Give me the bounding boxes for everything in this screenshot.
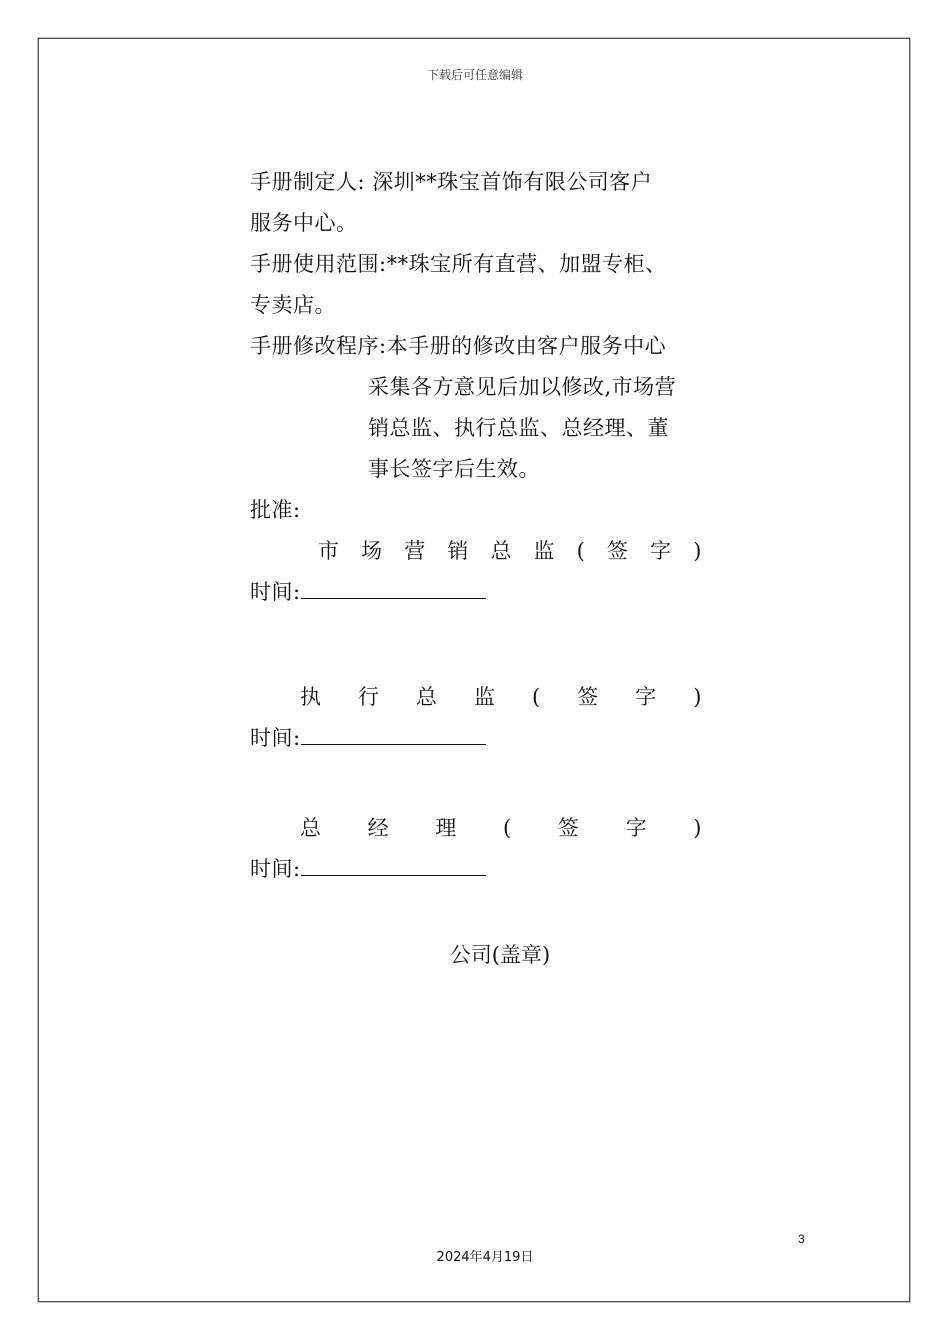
time-line-2 xyxy=(250,724,702,752)
time-line-3 xyxy=(250,855,702,883)
approve-label: 批准: xyxy=(250,498,301,522)
company-seal-label: 公司(盖章) xyxy=(449,943,551,967)
signature-marketing-director xyxy=(318,537,702,565)
sign-char: ( xyxy=(576,539,586,563)
signature-date-blank xyxy=(301,724,486,745)
sign-char: 字 xyxy=(635,685,657,709)
sign-char: ) xyxy=(693,816,702,840)
sign-char: 签 xyxy=(606,539,629,563)
sign-char: ( xyxy=(532,685,541,709)
sign-char: 执 xyxy=(300,685,322,709)
sign-char: ) xyxy=(693,685,702,709)
revision-line-4: 事长签字后生效。 xyxy=(368,457,540,481)
sign-char: 市 xyxy=(318,539,340,563)
sign-char: 总 xyxy=(490,539,512,563)
revision-line-3: 销总监、执行总监、总经理、董 xyxy=(368,416,669,440)
revision-line: 手册修改程序:本手册的修改由客户服务中心 xyxy=(250,334,667,358)
sign-char: 营 xyxy=(404,539,426,563)
sign-char: 签 xyxy=(577,685,599,709)
maker-line-cont: 服务中心。 xyxy=(250,211,358,235)
sign-char: 销 xyxy=(447,539,469,563)
revision-line-2: 采集各方意见后加以修改,市场营 xyxy=(368,375,677,399)
sign-char: 总 xyxy=(300,816,322,840)
sign-char: 行 xyxy=(358,685,380,709)
sign-char: ) xyxy=(693,539,702,563)
page-header: 下载后可任意编辑 xyxy=(426,68,523,82)
scope-line: 手册使用范围:**珠宝所有直营、加盟专柜、 xyxy=(250,252,667,276)
sign-char: 经 xyxy=(367,816,390,840)
signature-date-blank xyxy=(301,855,486,876)
sign-char: 总 xyxy=(416,685,438,709)
time-label: 时间: xyxy=(250,726,301,750)
time-line-1 xyxy=(250,578,702,606)
sign-char: 字 xyxy=(625,816,648,840)
maker-line: 手册制定人: 深圳**珠宝首饰有限公司客户 xyxy=(250,170,653,194)
footer-date: 2024年4月19日 xyxy=(436,1250,534,1265)
time-label: 时间: xyxy=(250,580,301,604)
sign-char: 监 xyxy=(533,539,556,563)
page-number: 3 xyxy=(798,1232,805,1246)
signature-general-manager xyxy=(300,814,702,842)
signature-executive-director xyxy=(300,683,702,711)
sign-char: 理 xyxy=(435,816,457,840)
signature-date-blank xyxy=(301,578,486,599)
time-label: 时间: xyxy=(250,857,301,881)
sign-char: 签 xyxy=(557,816,580,840)
sign-char: 监 xyxy=(474,685,496,709)
sign-char: 场 xyxy=(361,539,383,563)
sign-char: ( xyxy=(503,816,512,840)
scope-line-cont: 专卖店。 xyxy=(250,293,336,317)
sign-char: 字 xyxy=(650,539,672,563)
